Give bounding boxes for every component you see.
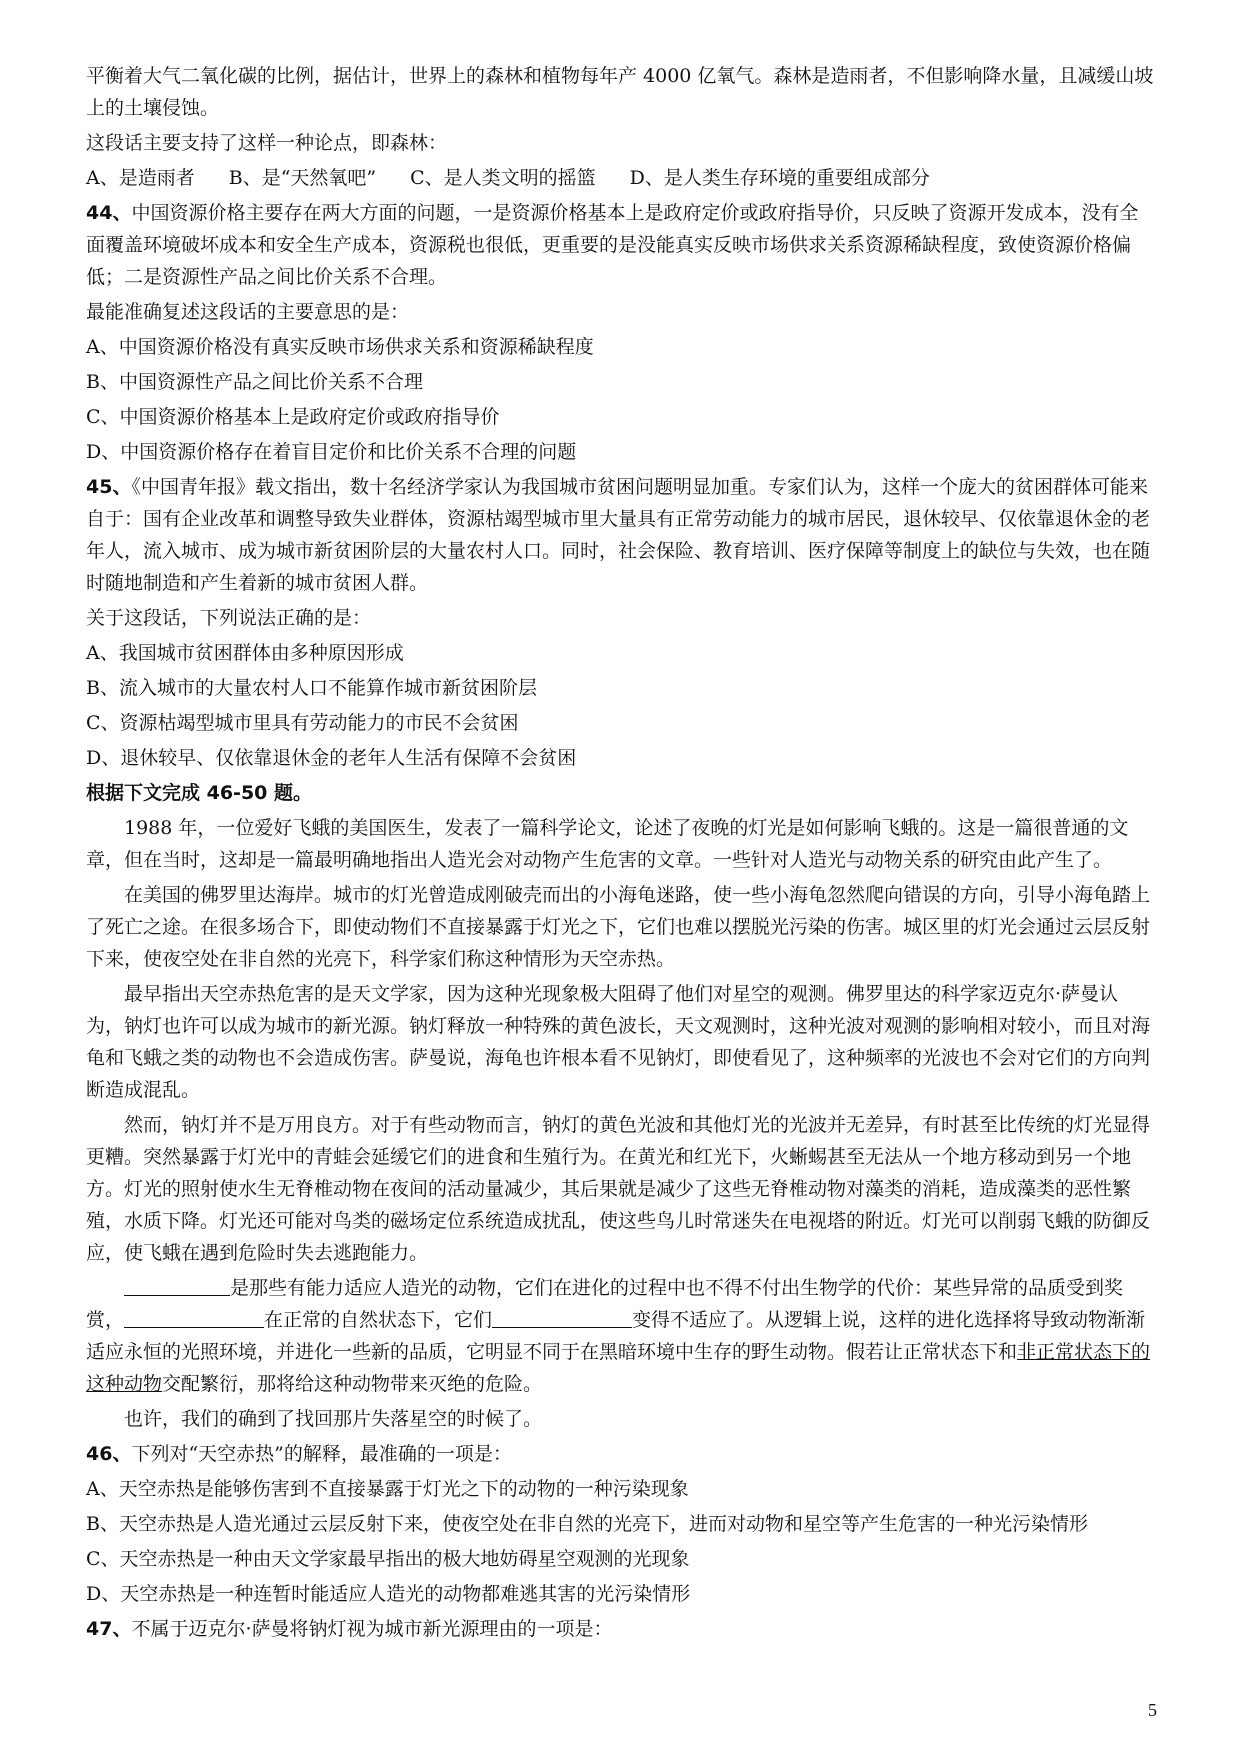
underlined-phrase: 非正常状态下的这种动物 [86,1341,1151,1395]
intro-question: 这段话主要支持了这样一种论点，即森林： [86,132,448,154]
intro-paragraph: 平衡着大气二氧化碳的比例，据估计，世界上的森林和植物每年产 4000 亿氧气。森林是造雨者，不但影响降水量，且减缓山坡上的土壤侵蚀。 [86,65,1154,119]
q45-option-d: D、退休较早、仅依靠退休金的老年人生活有保障不会贫困 [86,747,577,769]
passage-paragraph-1: 1988 年，一位爱好飞蛾的美国医生，发表了一篇科学论文，论述了夜晚的灯光是如何影响飞蛾的。这是一篇很普通的文章，但在当时，这却是一篇最明确地指出人造光会对动物产生危害的文章。一些针对人造光与动物关系的研究由此产生了。 [86,817,1129,871]
passage-p5-part-c: 变得不适应了。从逻辑上说，这样的进化选择将导致动物渐渐适应永恒的光照环境，并进化一些新的品质，它明显不同于在黑暗环境中生存的野生动物。假若让正常状态下和 [86,1309,1146,1363]
q45-option-a: A、我国城市贫困群体由多种原因形成 [86,642,404,664]
q47-stem [86,1613,1156,1645]
q44-option-b: B、中国资源性产品之间比价关系不合理 [86,371,423,393]
q45-option-b: B、流入城市的大量农村人口不能算作城市新贫困阶层 [86,677,537,699]
passage-p5-part-b: 在正常的自然状态下，它们 [264,1309,493,1331]
passage-paragraph-3: 最早指出天空赤热危害的是天文学家，因为这种光现象极大阻碍了他们对星空的观测。佛罗里达的科学家迈克尔·萨曼认为，钠灯也许可以成为城市的新光源。钠灯释放一种特殊的黄色波长，天文观测时，这种光波对观测的影响相对较小，而且对海龟和飞蛾之类的动物也不会造成伤害。萨曼说，海龟也许根本看不见钠灯，即使看见了，这种频率的光波也不会对它们的方向判断造成混乱。 [86,983,1151,1101]
passage-paragraph-2: 在美国的佛罗里达海岸。城市的灯光曾造成刚破壳而出的小海龟迷路，使一些小海龟忽然爬向错误的方向，引导小海龟踏上了死亡之途。在很多场合下，即使动物们不直接暴露于灯光之下，它们也难以摆脱光污染的伤害。城区里的灯光会通过云层反射下来，使夜空处在非自然的光亮下，科学家们称这种情形为天空赤热。 [86,884,1151,970]
q45-text: 《中国青年报》载文指出，数十名经济学家认为我国城市贫困问题明显加重。专家们认为，这样一个庞大的贫困群体可能来自于：国有企业改革和调整导致失业群体，资源枯竭型城市里大量具有正常劳动能力的城市居民，退休较早、仅依靠退休金的老年人，流入城市、成为城市新贫困阶层的大量农村人口。同时，社会保险、教育培训、医疗保障等制度上的缺位与失效，也在随时随地制造和产生着新的城市贫困人群。 [86,476,1151,594]
q46-option-b: B、天空赤热是人造光通过云层反射下来，使夜空处在非自然的光亮下，进而对动物和星空等产生危害的一种光污染情形 [86,1513,1088,1535]
q44-option-c: C、中国资源价格基本上是政府定价或政府指导价 [86,406,500,428]
q44-stem [86,197,1156,293]
q45-option-c: C、资源枯竭型城市里具有劳动能力的市民不会贫困 [86,712,519,734]
document-page [86,60,1156,1645]
q47-text: 不属于迈克尔·萨曼将钠灯视为城市新光源理由的一项是： [131,1618,613,1640]
passage-paragraph-5 [86,1272,1156,1400]
q46-text: 下列对“天空赤热”的解释，最准确的一项是： [131,1443,512,1465]
q47-number: 47、 [86,1618,132,1640]
intro-option-c: C、是人类文明的摇篮 [410,167,596,189]
intro-option-d: D、是人类生存环境的重要组成部分 [629,167,930,189]
q46-option-d: D、天空赤热是一种连暂时能适应人造光的动物都难逃其害的光污染情形 [86,1583,691,1605]
q45-question: 关于这段话，下列说法正确的是： [86,607,372,629]
q45-number: 45、 [86,476,132,498]
passage-paragraph-4: 然而，钠灯并不是万用良方。对于有些动物而言，钠灯的黄色光波和其他灯光的光波并无差异，有时甚至比传统的灯光显得更糟。突然暴露于灯光中的青蛙会延缓它们的进食和生殖行为。在黄光和红光下，火蜥蜴甚至无法从一个地方移动到另一个地方。灯光的照射使水生无脊椎动物在夜间的活动量减少，其后果就是减少了这些无脊椎动物对藻类的消耗，造成藻类的恶性繁殖，水质下降。灯光还可能对鸟类的磁场定位系统造成扰乱，使这些鸟儿时常迷失在电视塔的附近。灯光可以削弱飞蛾的防御反应，使飞蛾在遇到危险时失去逃跑能力。 [86,1114,1151,1264]
q46-stem [86,1438,1156,1470]
passage-paragraph-6: 也许，我们的确到了找回那片失落星空的时候了。 [124,1408,543,1430]
q44-number: 44、 [86,202,132,224]
q46-number: 46、 [86,1443,132,1465]
q44-question: 最能准确复述这段话的主要意思的是： [86,301,410,323]
passage-p5-part-d: 交配繁衍，那将给这种动物带来灭绝的危险。 [162,1373,543,1395]
q46-option-a: A、天空赤热是能够伤害到不直接暴露于灯光之下的动物的一种污染现象 [86,1478,689,1500]
page-number: 5 [1148,1700,1157,1720]
q45-stem [86,471,1156,599]
fill-blank-2 [124,1307,264,1328]
intro-option-b: B、是“天然氧吧” [228,167,377,189]
intro-options [86,162,1156,194]
q44-option-d: D、中国资源价格存在着盲目定价和比价关系不合理的问题 [86,441,577,463]
q44-text: 中国资源价格主要存在两大方面的问题，一是资源价格基本上是政府定价或政府指导价，只反映了资源开发成本，没有全面覆盖环境破坏成本和安全生产成本，资源税也很低，更重要的是没能真实反映市场供求关系资源稀缺程度，致使资源价格偏低；二是资源性产品之间比价关系不合理。 [86,202,1139,288]
intro-option-a: A、是造雨者 [86,167,195,189]
q44-option-a: A、中国资源价格没有真实反映市场供求关系和资源稀缺程度 [86,336,594,358]
section-heading: 根据下文完成 46-50 题。 [86,782,312,804]
q46-option-c: C、天空赤热是一种由天文学家最早指出的极大地妨碍星空观测的光现象 [86,1548,690,1570]
fill-blank-3 [492,1307,632,1328]
fill-blank-1 [124,1275,230,1296]
passage-p5-part-a: 是那些有能力适应人造光的动物，它们在进化的过程中也不得不付出生物学的代价：某些异常的品质受到奖赏， [86,1277,1124,1331]
